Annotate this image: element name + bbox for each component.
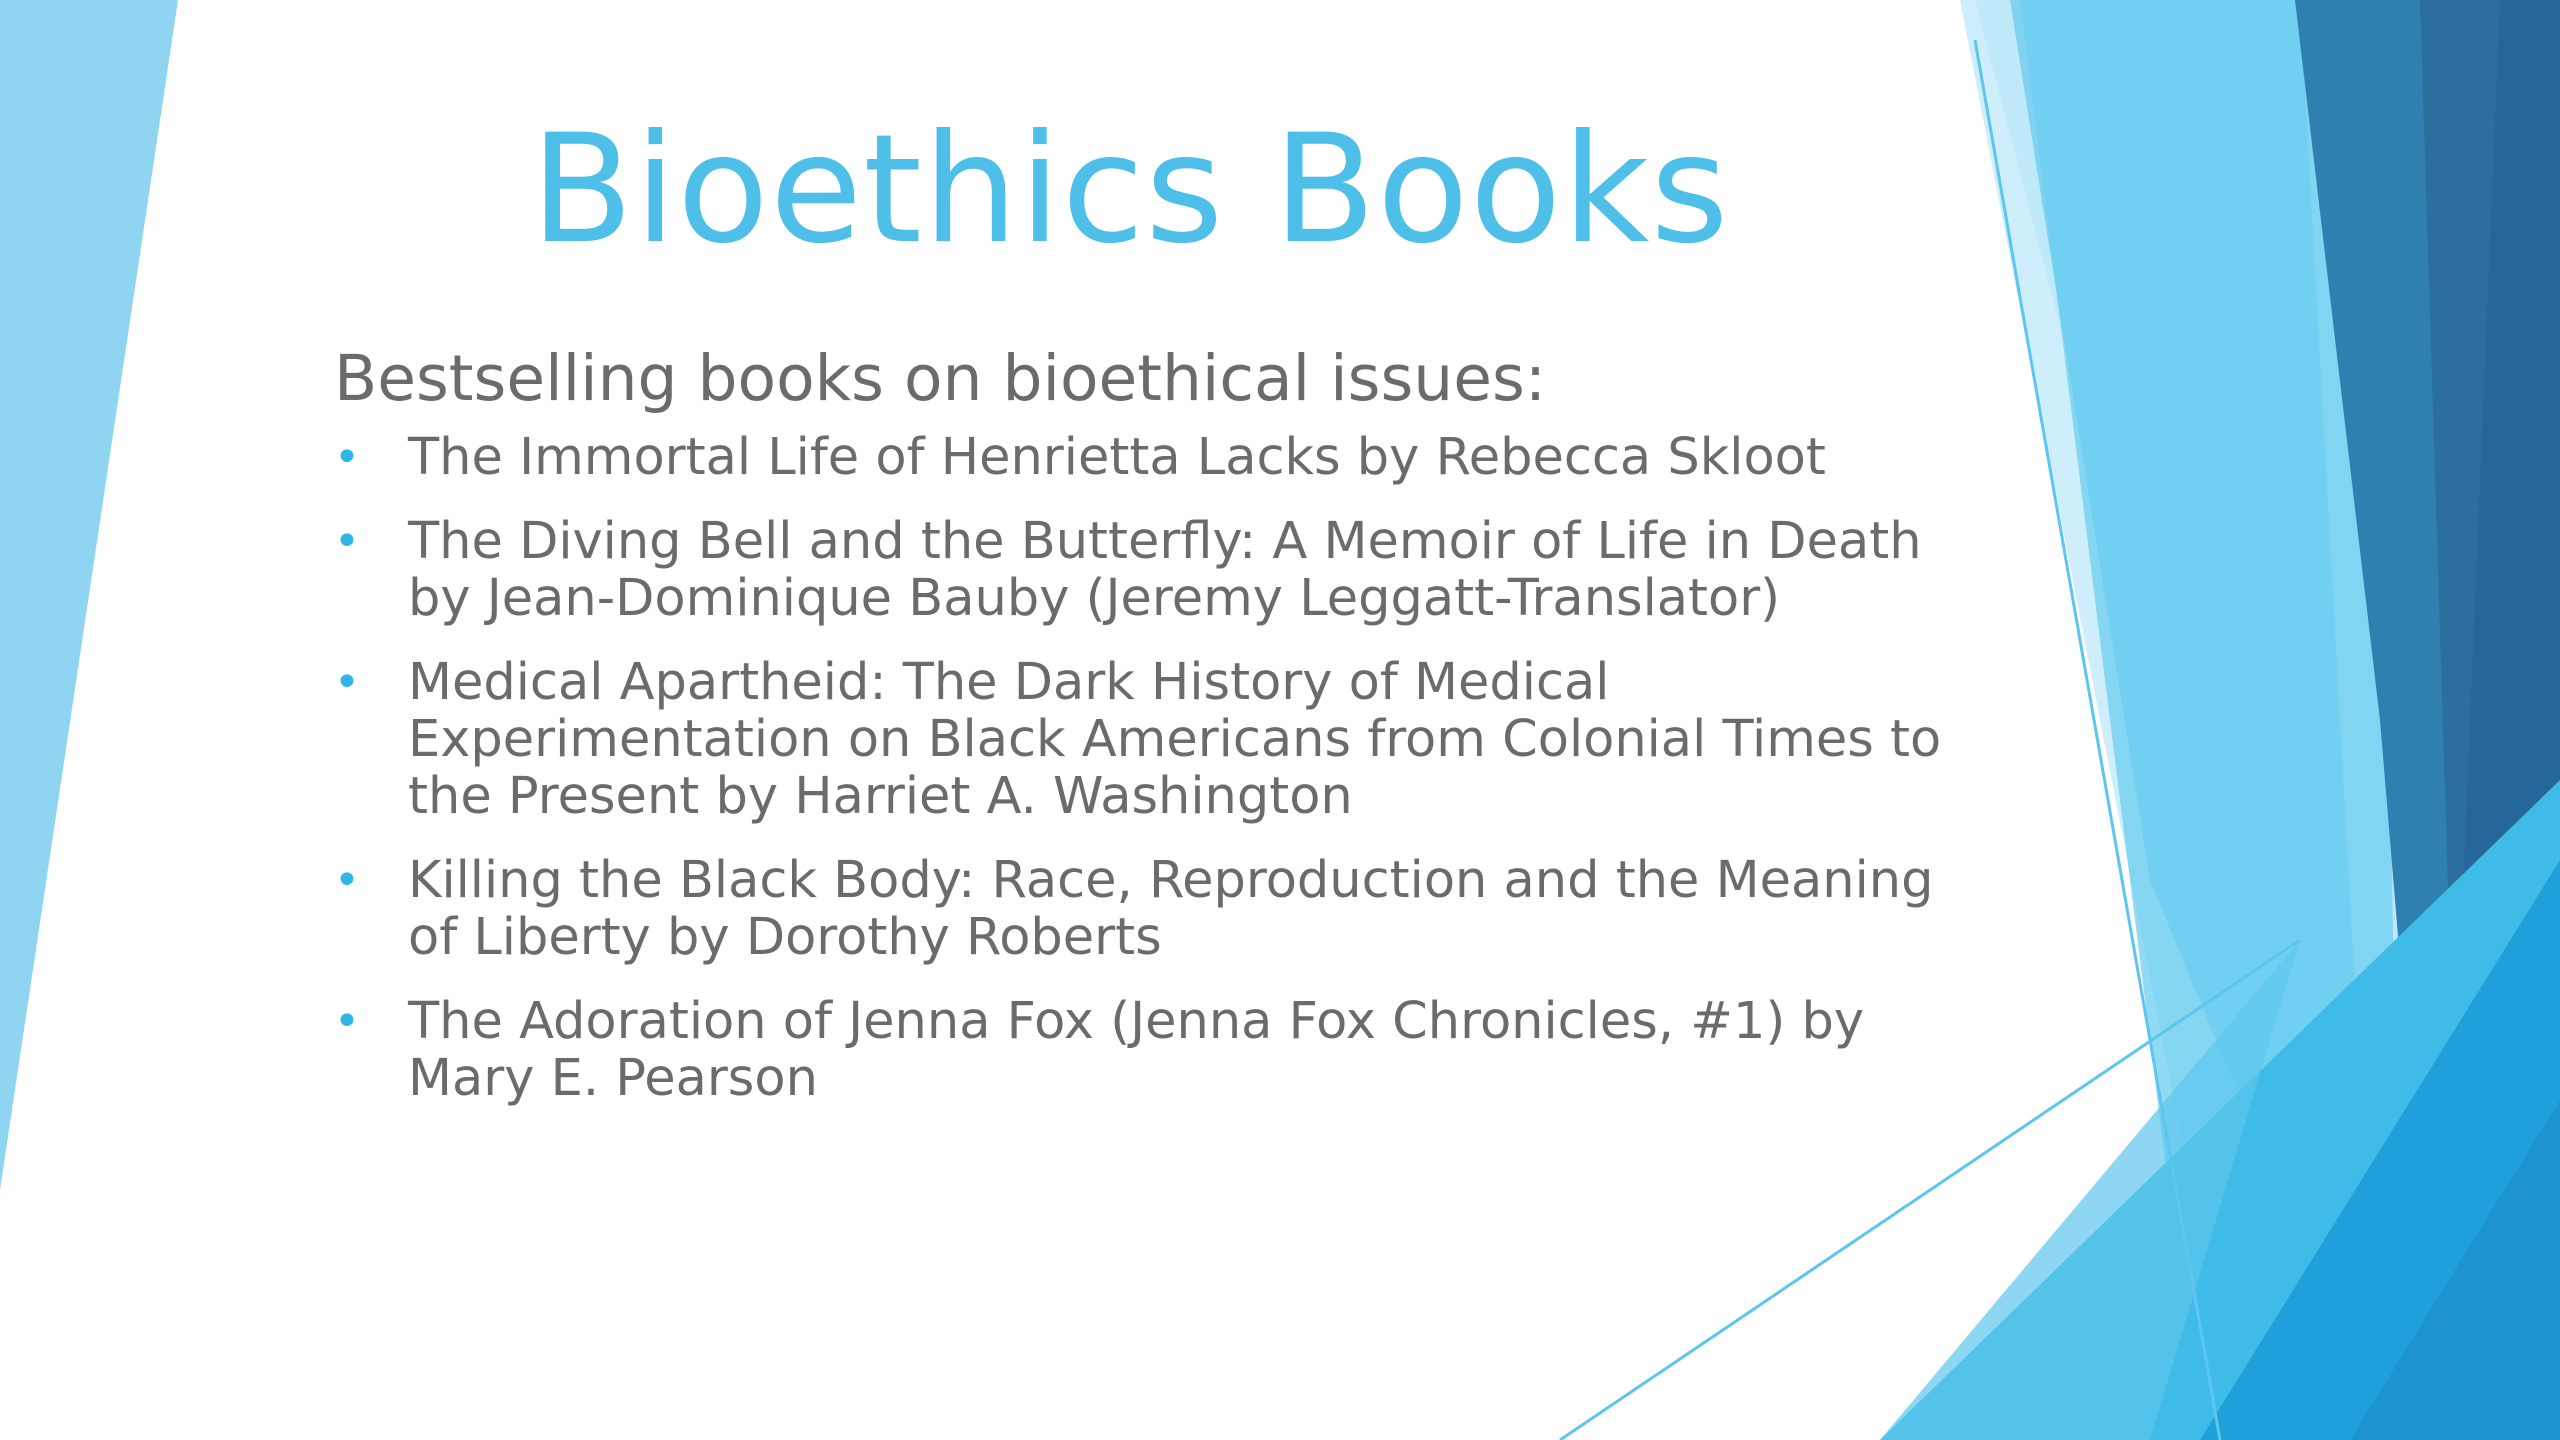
list-item (334, 852, 1974, 966)
list-item (334, 993, 1974, 1107)
bullet-icon: • (334, 657, 360, 708)
bullet-icon: • (334, 432, 360, 483)
list-item (334, 429, 1974, 486)
book-title: Killing the Black Body: Race, Reproduction and the Meaning of Liberty by Dorothy Roberts (408, 851, 1934, 967)
bullet-icon: • (334, 516, 360, 567)
intro-text: Bestselling books on bioethical issues: (334, 342, 1547, 415)
book-list (334, 429, 1974, 1107)
slide-title: Bioethics Books (530, 103, 1730, 277)
book-title: Medical Apartheid: The Dark History of Medical Experimentation on Black Americans from Colonial Times to the Present by Harriet A. Washington (408, 653, 1942, 826)
slide-body (334, 335, 1974, 1107)
list-item (334, 654, 1974, 825)
bullet-icon: • (334, 996, 360, 1047)
book-title: The Immortal Life of Henrietta Lacks by Rebecca Skloot (408, 428, 1826, 487)
bullet-icon: • (334, 855, 360, 906)
book-title: The Adoration of Jenna Fox (Jenna Fox Chronicles, #1) by Mary E. Pearson (408, 992, 1865, 1108)
list-item (334, 513, 1974, 627)
book-title: The Diving Bell and the Butterfly: A Memoir of Life in Death by Jean-Dominique Bauby (Jeremy Leggatt-Translator) (408, 512, 1922, 628)
